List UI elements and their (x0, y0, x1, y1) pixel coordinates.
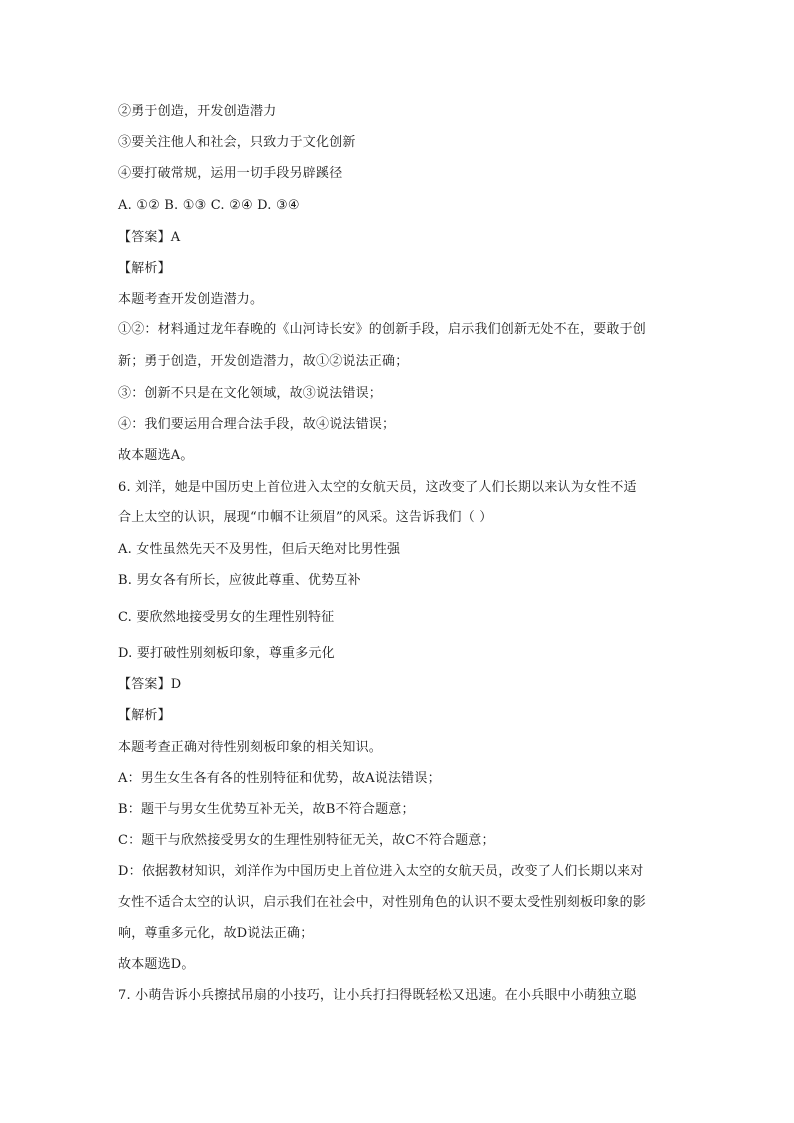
analysis-text: 本题考查正确对待性别刻板印象的相关知识。 (118, 740, 383, 755)
analysis-text: ③：创新不只是在文化领域，故③说法错误； (118, 386, 383, 401)
question-7-text: 7. 小萌告诉小兵擦拭吊扇的小技巧，让小兵打扫得既轻松又迅速。在小兵眼中小萌独立聪 (118, 988, 637, 1003)
choice-c: C. 要欣然地接受男女的生理性别特征 (118, 610, 335, 625)
choice-d: D. 要打破性别刻板印象，尊重多元化 (118, 646, 335, 661)
analysis-text: 本题考查开发创造潜力。 (118, 292, 264, 307)
analysis-text: 新；勇于创造，开发创造潜力，故①②说法正确； (118, 354, 409, 369)
analysis-text: B：题干与男女生优势互补无关，故B不符合题意； (118, 802, 415, 817)
choice-a: A. 女性虽然先天不及男性，但后天绝对比男性强 (118, 542, 401, 557)
answer-label: 【答案】A (118, 230, 181, 245)
analysis-text: A：男生女生各有各的性别特征和优势，故A说法错误； (118, 771, 441, 786)
analysis-label: 【解析】 (118, 708, 171, 723)
analysis-text: 女性不适合太空的认识，启示我们在社会中，对性别角色的认识不要太受性别刻板印象的影 (118, 895, 647, 910)
analysis-text: C：题干与欣然接受男女的生理性别特征无关，故C不符合题意； (118, 833, 495, 848)
option-2-line: ②勇于创造，开发创造潜力 (118, 104, 277, 119)
option-3-line: ③要关注他人和社会，只致力于文化创新 (118, 135, 356, 150)
analysis-conclusion: 故本题选A。 (118, 448, 194, 463)
answer-choices-line: A. ①② B. ①③ C. ②④ D. ③④ (118, 198, 300, 213)
analysis-text: 响，尊重多元化，故D说法正确； (118, 926, 314, 941)
analysis-text: ①②：材料通过龙年春晚的《山河诗长安》的创新手段，启示我们创新无处不在，要敢于创 (118, 322, 647, 337)
analysis-label: 【解析】 (118, 261, 171, 276)
answer-label: 【答案】D (118, 677, 182, 692)
analysis-conclusion: 故本题选D。 (118, 957, 195, 972)
question-6-text: 6. 刘洋，她是中国历史上首位进入太空的女航天员，这改变了人们长期以来认为女性不适 (118, 480, 637, 495)
option-4-line: ④要打破常规，运用一切手段另辟蹊径 (118, 166, 343, 181)
question-6-text: 合上太空的认识，展现“巾帼不让须眉”的风采。这告诉我们（ ） (118, 510, 493, 525)
analysis-text: ④：我们要运用合理合法手段，故④说法错误； (118, 417, 396, 432)
choice-b: B. 男女各有所长，应彼此尊重、优势互补 (118, 573, 361, 588)
analysis-text: D：依据教材知识，刘洋作为中国历史上首位进入太空的女航天员，改变了人们长期以来对 (118, 864, 644, 879)
